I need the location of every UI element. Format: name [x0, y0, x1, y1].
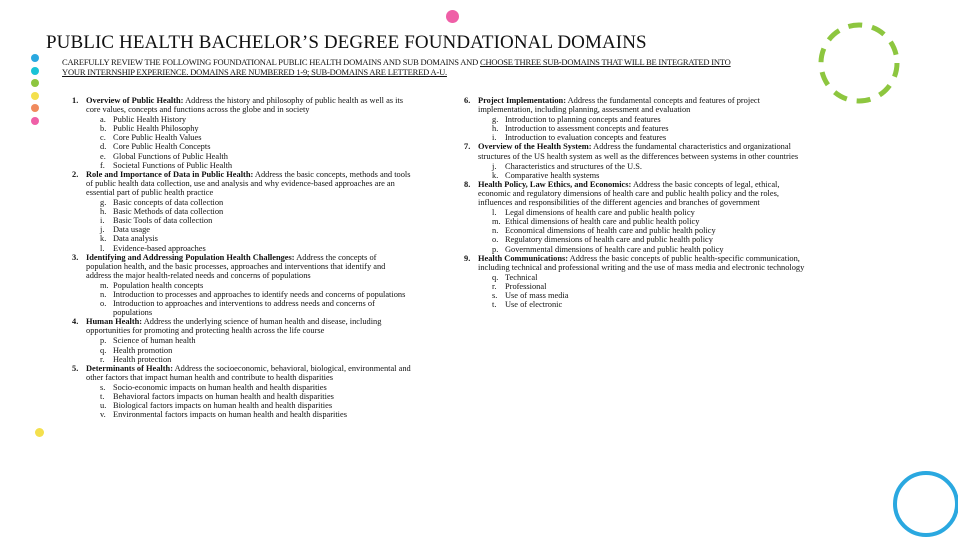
subdomain-item — [72, 383, 412, 392]
subdomain-letter: q. — [492, 272, 499, 282]
subdomain-letter: u. — [100, 401, 107, 411]
decor-dot-pink — [446, 10, 459, 23]
domain-item — [72, 253, 412, 280]
subdomain-text: Introduction to planning concepts and features — [505, 115, 661, 125]
subdomain-text: Legal dimensions of health care and public health policy — [505, 208, 695, 218]
subdomain-letter: s. — [492, 290, 498, 300]
subdomain-item — [464, 124, 814, 133]
subdomain-item — [72, 152, 412, 161]
domains-left-column — [72, 96, 412, 419]
subdomain-item — [72, 410, 412, 419]
subdomain-letter: c. — [100, 133, 106, 143]
subdomain-item — [72, 355, 412, 364]
domain-number: 3. — [72, 252, 79, 262]
decor-blue-ring — [888, 466, 958, 538]
decor-dot-6 — [31, 117, 39, 125]
domain-description: Address the basic concepts, methods and tools of public health data collection, use and analysis and why evidence-based approaches are an essential part of public health practice — [86, 169, 411, 197]
domain-body — [86, 253, 412, 280]
subdomain-text: Societal Functions of Public Health — [113, 160, 233, 170]
subdomain-letter: j. — [492, 161, 497, 171]
domain-title: Overview of the Health System: — [478, 142, 592, 152]
decor-dot-2 — [31, 67, 39, 75]
subdomain-item — [464, 291, 814, 300]
subdomain-item — [464, 282, 814, 291]
domain-body — [86, 317, 412, 335]
subdomain-text: Characteristics and structures of the U.S. — [505, 161, 642, 171]
subdomain-text: Evidence-based approaches — [113, 243, 206, 253]
subdomain-item — [72, 392, 412, 401]
subdomain-text: Environmental factors impacts on human health and health disparities — [113, 410, 347, 420]
subdomain-letter: r. — [492, 281, 497, 291]
subdomain-text: Health promotion — [113, 345, 173, 355]
domain-description: Address the basic concepts of public health-specific communication, including technical and professional writing and the use of mass media and electronic technology — [478, 253, 805, 272]
subdomain-item — [72, 225, 412, 234]
subdomain-text: Introduction to assessment concepts and features — [505, 124, 669, 134]
domain-body — [86, 170, 412, 197]
domain-number: 1. — [72, 96, 79, 105]
subdomain-text: Data usage — [113, 225, 150, 235]
subdomain-letter: r. — [100, 354, 105, 364]
subdomain-letter: p. — [492, 244, 499, 254]
subdomain-text: Public Health History — [113, 115, 187, 125]
domain-body — [86, 364, 412, 382]
subdomain-letter: n. — [100, 289, 107, 299]
domain-number: 6. — [464, 96, 471, 105]
subdomain-item — [72, 133, 412, 142]
subdomain-letter: d. — [100, 142, 107, 152]
subdomain-item — [72, 336, 412, 345]
domains-right-column — [464, 96, 814, 309]
domain-title: Role and Importance of Data in Public Health: — [86, 169, 254, 179]
subdomain-item — [72, 290, 412, 299]
instructions-text: CAREFULLY REVIEW THE FOLLOWING FOUNDATIONAL PUBLIC HEALTH DOMAINS AND SUB DOMAINS AND — [62, 57, 480, 67]
domain-item — [464, 96, 814, 114]
domain-item — [464, 180, 814, 207]
subdomain-item — [464, 300, 814, 309]
subdomain-text: Science of human health — [113, 336, 196, 346]
domain-item — [464, 142, 814, 160]
subdomain-letter: m. — [100, 280, 109, 290]
domain-body — [478, 96, 814, 114]
subdomain-text: Population health concepts — [113, 280, 204, 290]
domain-body — [478, 254, 814, 272]
subdomain-text: Introduction to evaluation concepts and features — [505, 133, 667, 143]
subdomain-item — [464, 235, 814, 244]
subdomain-text: Professional — [505, 281, 547, 291]
subdomain-item — [72, 346, 412, 355]
domain-title: Overview of Public Health: — [86, 96, 184, 105]
subdomain-text: Technical — [505, 272, 538, 282]
subdomain-text: Behavioral factors impacts on human health and health disparities — [113, 392, 334, 401]
subdomain-letter: o. — [492, 235, 499, 245]
subdomain-text: Comparative health systems — [505, 170, 600, 180]
domain-item — [72, 170, 412, 197]
decor-dot-yellow — [35, 428, 44, 437]
subdomain-item — [464, 115, 814, 124]
subdomain-letter: l. — [492, 208, 497, 218]
subdomain-letter: k. — [100, 234, 107, 244]
domain-title: Determinants of Health: — [86, 363, 173, 373]
subdomain-text: Use of mass media — [505, 290, 569, 300]
domain-item — [464, 254, 814, 272]
domain-description: Address the fundamental characteristics and organizational structures of the US health system as well as the differences between systems in other countries — [478, 142, 799, 161]
subdomain-item — [72, 299, 412, 317]
domain-number: 4. — [72, 317, 79, 327]
domain-item — [72, 364, 412, 382]
subdomain-item — [464, 171, 814, 180]
domain-title: Project Implementation: — [478, 96, 566, 105]
subdomain-letter: n. — [492, 226, 499, 236]
subdomain-letter: a. — [100, 115, 106, 125]
subdomain-text: Data analysis — [113, 234, 158, 244]
instructions — [62, 57, 742, 77]
subdomain-text: Introduction to processes and approaches to identify needs and concerns of populations — [113, 289, 406, 299]
subdomain-letter: o. — [100, 299, 107, 309]
subdomain-item — [464, 273, 814, 282]
subdomain-item — [464, 133, 814, 142]
subdomain-text: Regulatory dimensions of health care and public health policy — [505, 235, 713, 245]
domain-title: Health Communications: — [478, 253, 569, 263]
subdomain-letter: h. — [100, 207, 107, 217]
subdomain-letter: j. — [100, 225, 105, 235]
subdomain-letter: h. — [492, 124, 499, 134]
subdomain-item — [72, 216, 412, 225]
subdomain-letter: b. — [100, 124, 107, 134]
subdomain-text: Basic Tools of data collection — [113, 216, 213, 226]
domain-description: Address the fundamental concepts and features of project implementation, including planning, assessment and evaluation — [478, 96, 760, 115]
subdomain-letter: k. — [492, 170, 499, 180]
subdomain-text: Core Public Health Values — [113, 133, 202, 143]
subdomain-text: Economical dimensions of health care and public health policy — [505, 226, 716, 236]
domain-number: 7. — [464, 142, 471, 152]
subdomain-item — [72, 124, 412, 133]
subdomain-text: Public Health Philosophy — [113, 124, 199, 134]
decor-dot-4 — [31, 92, 39, 100]
subdomain-letter: i. — [492, 133, 497, 143]
subdomain-letter: m. — [492, 217, 501, 227]
domain-description: Address the socioeconomic, behavioral, biological, environmental and other factors that impact human health and contribute to health disparities — [86, 363, 411, 382]
instructions-emphasis: CHOOSE THREE SUB-DOMAINS THAT WILL BE INTEGRATED INTO YOUR INTERNSHIP EXPERIENCE. DOMAINS ARE NUMBERED 1-9; SUB-DOMAINS ARE LETTERED A-U. — [62, 57, 731, 77]
subdomain-item — [72, 115, 412, 124]
subdomain-letter: i. — [100, 216, 105, 226]
subdomain-letter: v. — [100, 410, 106, 420]
subdomain-item — [72, 142, 412, 151]
domain-title: Health Policy, Law Ethics, and Economics: — [478, 179, 632, 189]
subdomain-text: Global Functions of Public Health — [113, 151, 228, 161]
subdomain-item — [72, 198, 412, 207]
domain-description: Address the history and philosophy of public health as well as its core values, concepts and functions across the globe and in society — [86, 96, 404, 115]
subdomain-text: Core Public Health Concepts — [113, 142, 211, 152]
decor-dot-1 — [31, 54, 39, 62]
domain-title: Human Health: — [86, 317, 143, 327]
subdomain-letter: t. — [100, 392, 105, 401]
subdomain-item — [72, 401, 412, 410]
subdomain-item — [464, 226, 814, 235]
subdomain-text: Governmental dimensions of health care and public health policy — [505, 244, 724, 254]
domain-body — [86, 96, 412, 114]
subdomain-letter: p. — [100, 336, 107, 346]
subdomain-item — [464, 245, 814, 254]
domain-item — [72, 317, 412, 335]
domain-description: Address the concepts of population health, and the basic processes, approaches and interventions that identify and address the major health-related needs and concerns of populations — [86, 252, 386, 280]
domain-title: Identifying and Addressing Population Health Challenges: — [86, 252, 295, 262]
subdomain-letter: t. — [492, 300, 497, 310]
subdomain-text: Ethical dimensions of health care and public health policy — [505, 217, 700, 227]
subdomain-text: Basic concepts of data collection — [113, 198, 224, 208]
domain-description: Address the basic concepts of legal, ethical, economic and regulatory dimensions of health care and public health policy and the roles, influences and responsibilities of the different agencies and branches of government — [478, 179, 780, 208]
subdomain-item — [72, 207, 412, 216]
subdomain-text: Basic Methods of data collection — [113, 207, 224, 217]
subdomain-text: Use of electronic — [505, 300, 563, 310]
subdomain-item — [72, 281, 412, 290]
subdomain-item — [464, 208, 814, 217]
subdomain-letter: g. — [100, 198, 107, 208]
subdomain-letter: g. — [492, 115, 499, 125]
subdomain-letter: s. — [100, 382, 106, 392]
decor-dashed-circle — [816, 20, 902, 106]
subdomain-letter: e. — [100, 151, 106, 161]
subdomain-text: Socio-economic impacts on human health and health disparities — [113, 382, 327, 392]
subdomain-text: Biological factors impacts on human health and health disparities — [113, 401, 333, 411]
subdomain-item — [72, 244, 412, 253]
subdomain-letter: f. — [100, 160, 105, 170]
subdomain-letter: q. — [100, 345, 107, 355]
subdomain-item — [72, 234, 412, 243]
subdomain-item — [464, 217, 814, 226]
subdomain-text: Health protection — [113, 354, 172, 364]
domain-description: Address the underlying science of human health and disease, including opportunities for promoting and protecting health across the life course — [86, 317, 382, 336]
domain-number: 2. — [72, 169, 79, 179]
domain-number: 8. — [464, 179, 471, 189]
page-title: PUBLIC HEALTH BACHELOR’S DEGREE FOUNDATIONAL DOMAINS — [46, 32, 647, 53]
subdomain-letter: l. — [100, 243, 105, 253]
subdomain-text: Introduction to approaches and interventions to address needs and concerns of populations — [113, 299, 375, 318]
domain-number: 9. — [464, 253, 471, 263]
domain-body — [478, 180, 814, 207]
domain-body — [478, 142, 814, 160]
subdomain-item — [72, 161, 412, 170]
decor-dot-3 — [31, 79, 39, 87]
decor-dot-5 — [31, 104, 39, 112]
subdomain-item — [464, 162, 814, 171]
domain-number: 5. — [72, 363, 79, 373]
domain-item — [72, 96, 412, 114]
